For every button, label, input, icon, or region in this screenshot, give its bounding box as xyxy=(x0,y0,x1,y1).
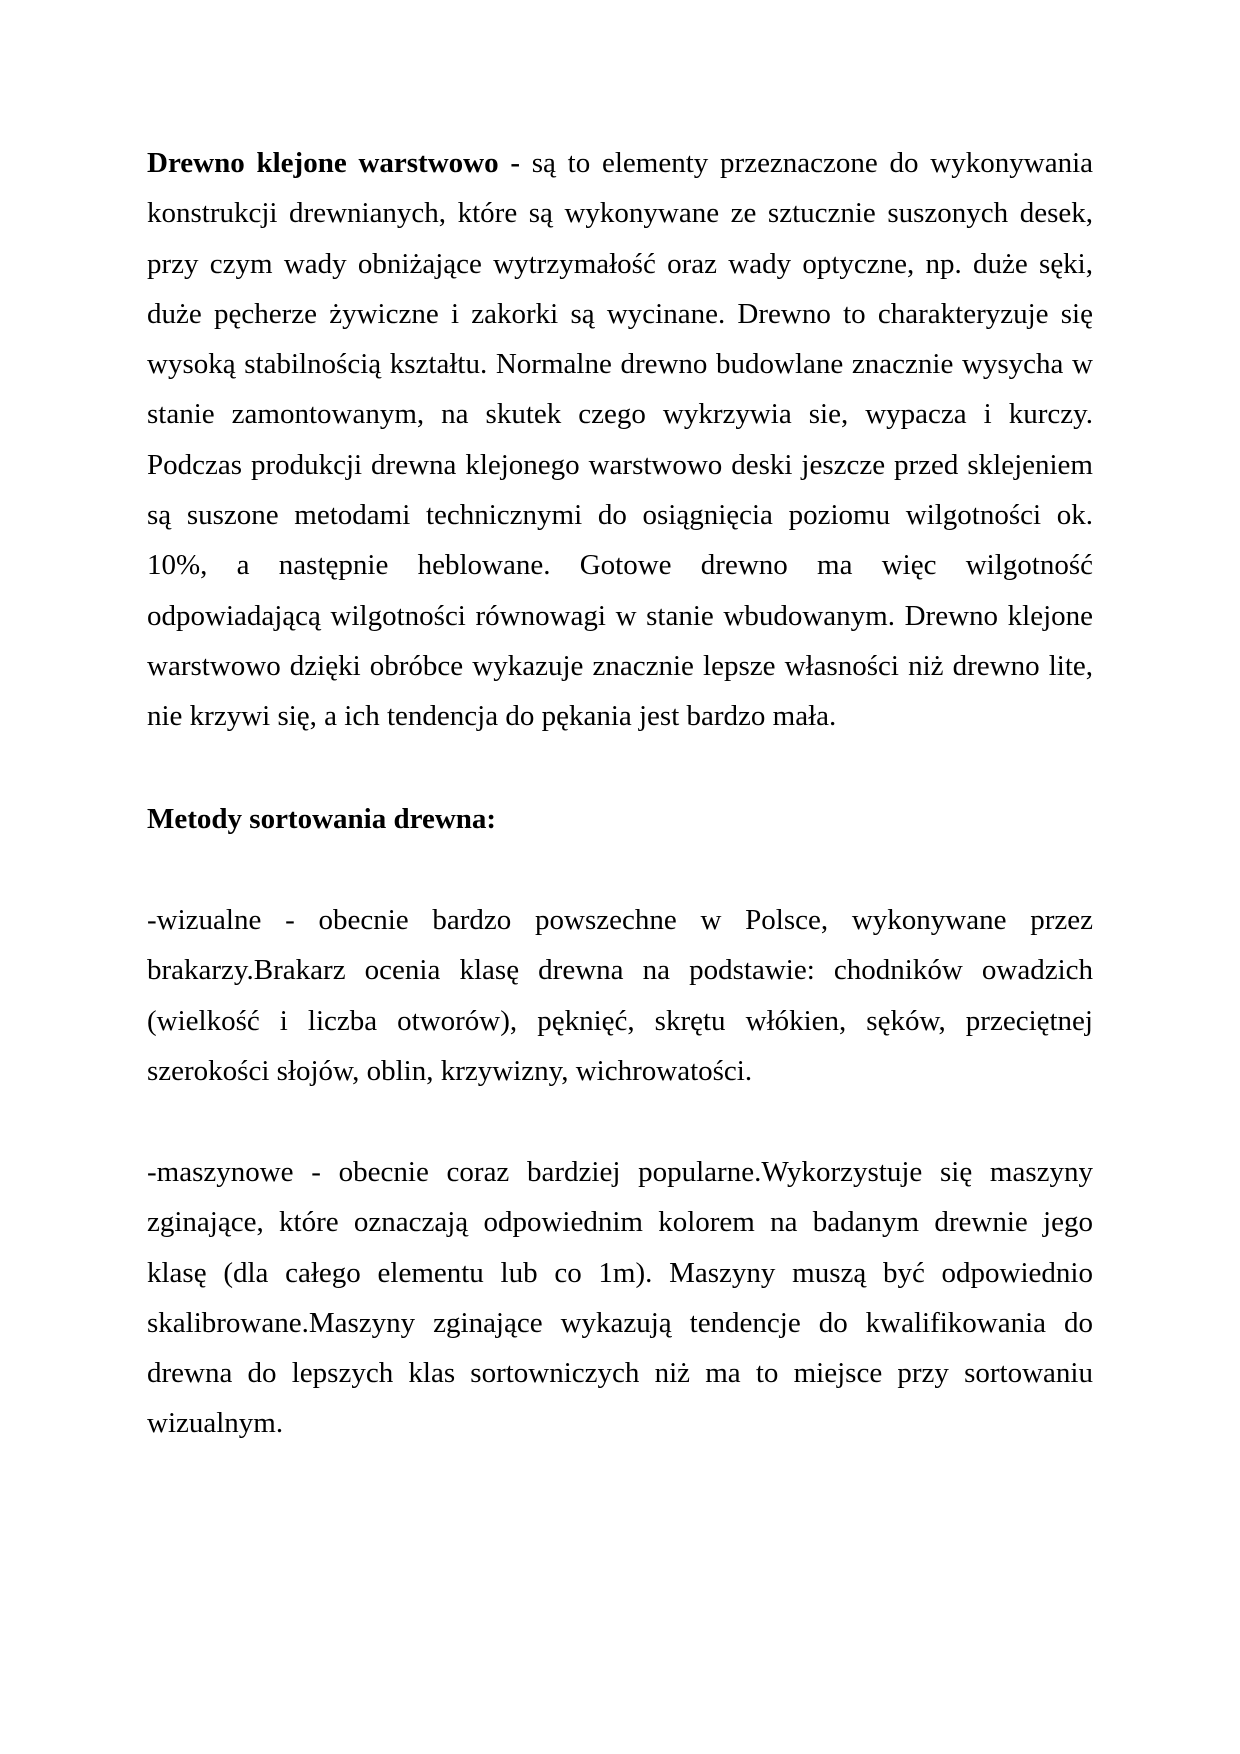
term-glulam: Drewno klejone warstwowo - xyxy=(147,147,521,179)
glulam-description: są to elementy przeznaczone do wykonywania konstrukcji drewnianych, które są wykonywane ze sztucznie suszonych desek, przy czym wady obniżające wytrzymałość oraz wady optyczne, np. duże sęki, duże pęcherze żywiczne i zakorki są wycinane. Drewno to charakteryzuje się wysoką stabilnością kształtu. Normalne drewno budowlane znacznie wysycha w stanie zamontowanym, na skutek czego wykrzywia sie, wypacza i kurczy. Podczas produkcji drewna klejonego warstwowo deski jeszcze przed sklejeniem są suszone metodami technicznymi do osiągnięcia poziomu wilgotności ok. 10%, a następnie heblowane. Gotowe drewno ma więc wilgotność odpowiadającą wilgotności równowagi w stanie wbudowanym. Drewno klejone warstwowo dzięki obróbce wykazuje znacznie lepsze własności niż drewno lite, nie krzywi się, a ich tendencja do pękania jest bardzo mała. xyxy=(147,147,1093,733)
document-body xyxy=(147,138,1093,1440)
section-heading-sorting-methods: Metody sortowania drewna: xyxy=(147,803,497,835)
paragraph-glulam xyxy=(147,138,1093,742)
paragraph-machine-sorting: -maszynowe - obecnie coraz bardziej popularne.Wykorzystuje się maszyny zginające, które oznaczają odpowiednim kolorem na badanym drewnie jego klasę (dla całego elementu lub co 1m). Maszyny muszą być odpowiednio skalibrowane.Maszyny zginające wykazują tendencje do kwalifikowania do drewna do lepszych klas sortowniczych niż ma to miejsce przy sortowaniu wizualnym. xyxy=(147,1156,1093,1440)
paragraph-visual-sorting: -wizualne - obecnie bardzo powszechne w Polsce, wykonywane przez brakarzy.Brakarz ocenia klasę drewna na podstawie: chodników owadzich (wielkość i liczba otworów), pęknięć, skrętu włókien, sęków, przeciętnej szerokości słojów, oblin, krzywizny, wichrowatości. xyxy=(147,904,1093,1087)
